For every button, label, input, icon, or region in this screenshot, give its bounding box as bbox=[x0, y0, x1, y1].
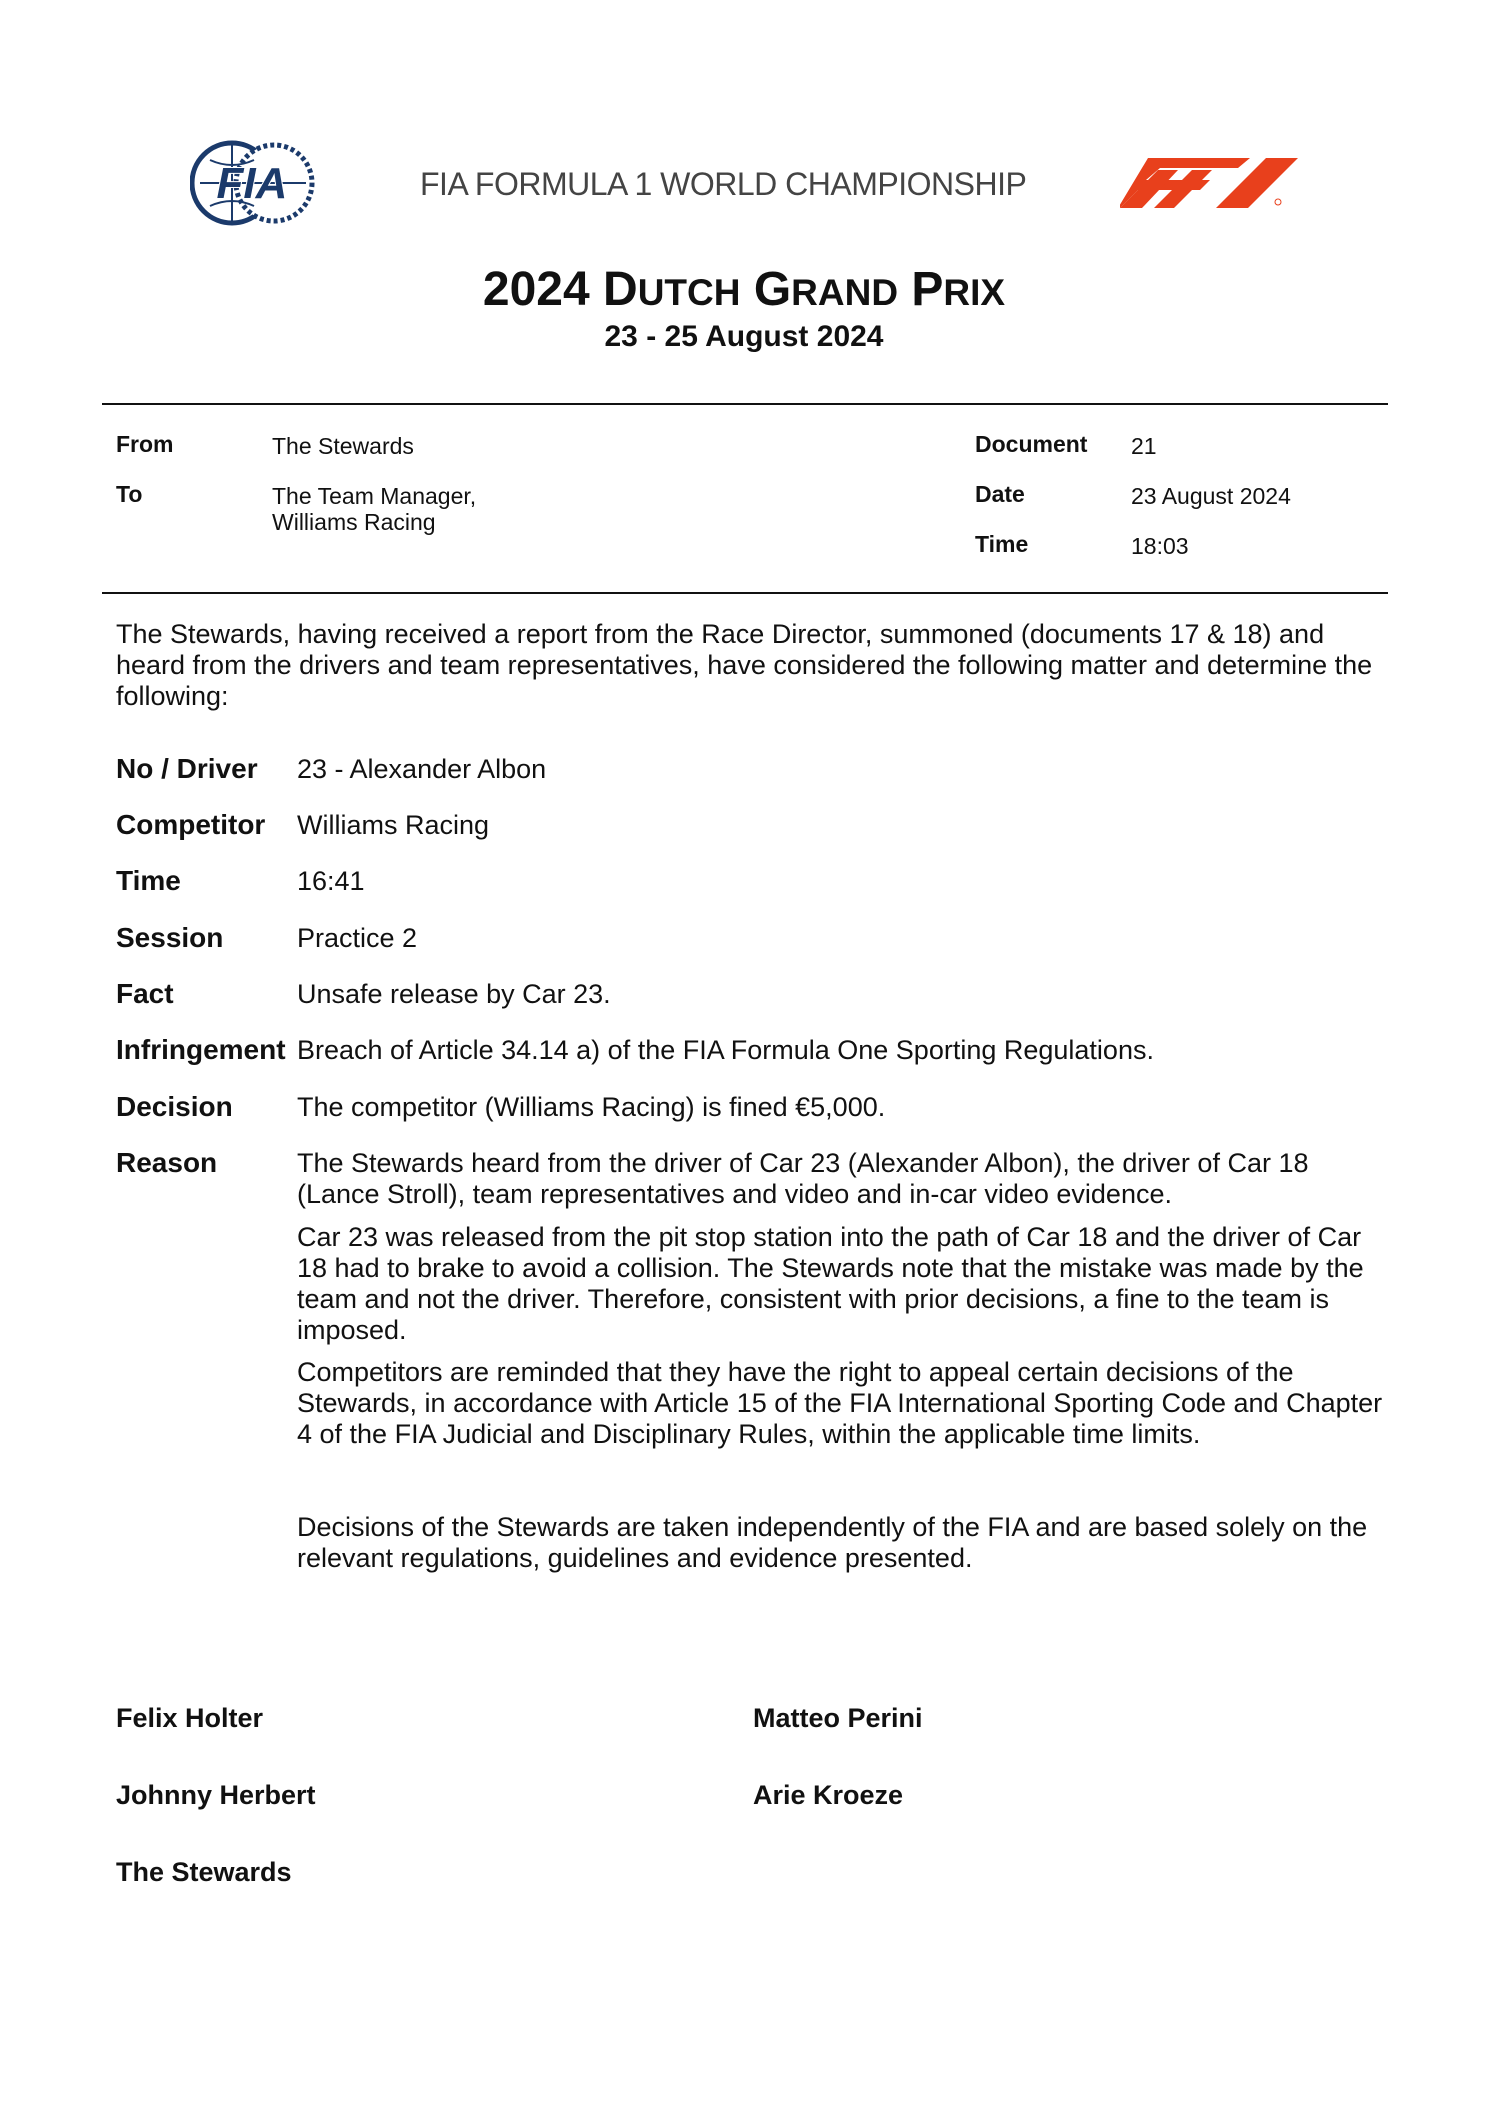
session-label: Session bbox=[116, 922, 224, 953]
steward-name-2: Matteo Perini bbox=[753, 1703, 923, 1733]
driver-label: No / Driver bbox=[116, 753, 258, 784]
steward-name-3: Johnny Herbert bbox=[116, 1780, 316, 1810]
reason-label: Reason bbox=[116, 1147, 218, 1178]
championship-title: FIA FORMULA 1 WORLD CHAMPIONSHIP bbox=[420, 166, 1027, 202]
reason-paragraph-2: Car 23 was released from the pit stop station into the path of Car 18 and the driver of Car 18 had to brake to avoid a collision. The Stewards note that the mistake was made by the team and not the driver. Therefore, consistent with prior decisions, a fine to the team is imposed. bbox=[297, 1222, 1364, 1345]
reason-paragraph-1: The Stewards heard from the driver of Car 23 (Alexander Albon), the driver of Car 18 (Lance Stroll), team representatives and video and in-car video evidence. bbox=[297, 1148, 1309, 1209]
decision-label: Decision bbox=[116, 1091, 233, 1122]
infringement-value: Breach of Article 34.14 a) of the FIA Formula One Sporting Regulations. bbox=[297, 1035, 1154, 1065]
to-value-line-2: Williams Racing bbox=[272, 509, 436, 535]
to-value-line-1: The Team Manager, bbox=[272, 483, 477, 509]
competitor-value: Williams Racing bbox=[297, 810, 490, 840]
f1-logo bbox=[1120, 158, 1305, 210]
from-label: From bbox=[116, 431, 174, 457]
fia-logo bbox=[190, 138, 316, 228]
event-title bbox=[0, 262, 1488, 317]
from-value: The Stewards bbox=[272, 433, 414, 459]
event-dates: 23 - 25 August 2024 bbox=[604, 320, 884, 353]
steward-name-1: Felix Holter bbox=[116, 1703, 264, 1733]
incident-time-label: Time bbox=[116, 865, 181, 896]
event-word-3: PRIX bbox=[911, 263, 1006, 316]
document-label: Document bbox=[975, 431, 1088, 457]
decision-value: The competitor (Williams Racing) is fined €5,000. bbox=[297, 1092, 886, 1122]
independence-paragraph: Decisions of the Stewards are taken independently of the FIA and are based solely on the relevant regulations, guidelines and evidence presented. bbox=[297, 1512, 1368, 1573]
incident-time-value: 16:41 bbox=[297, 866, 365, 896]
fact-value: Unsafe release by Car 23. bbox=[297, 979, 611, 1009]
date-value: 23 August 2024 bbox=[1131, 483, 1291, 509]
date-label: Date bbox=[975, 481, 1025, 507]
time-label: Time bbox=[975, 531, 1029, 557]
event-word-2: GRAND bbox=[753, 263, 899, 316]
top-divider bbox=[102, 403, 1388, 405]
infringement-label: Infringement bbox=[116, 1034, 286, 1065]
fia-logo-text: FIA bbox=[216, 159, 288, 208]
driver-value: 23 - Alexander Albon bbox=[297, 754, 547, 784]
event-word-1: DUTCH bbox=[603, 263, 741, 316]
steward-name-4: Arie Kroeze bbox=[753, 1780, 904, 1810]
intro-paragraph: The Stewards, having received a report from the Race Director, summoned (documents 17 & 18) and heard from the drivers and team representatives, have considered the following matter and determine the following: bbox=[116, 619, 1373, 711]
bottom-divider bbox=[102, 592, 1388, 594]
session-value: Practice 2 bbox=[297, 923, 418, 953]
time-value: 18:03 bbox=[1131, 533, 1189, 559]
event-year: 2024 bbox=[482, 263, 590, 316]
document-value: 21 bbox=[1131, 433, 1157, 459]
reason-paragraph-3: Competitors are reminded that they have the right to appeal certain decisions of the Stewards, in accordance with Article 15 of the FIA International Sporting Code and Chapter 4 of the FIA Judicial and Disciplinary Rules, within the applicable time limits. bbox=[297, 1357, 1383, 1449]
to-label: To bbox=[116, 481, 143, 507]
competitor-label: Competitor bbox=[116, 809, 266, 840]
fact-label: Fact bbox=[116, 978, 174, 1009]
stewards-closing: The Stewards bbox=[116, 1857, 292, 1887]
to-value bbox=[272, 483, 476, 535]
